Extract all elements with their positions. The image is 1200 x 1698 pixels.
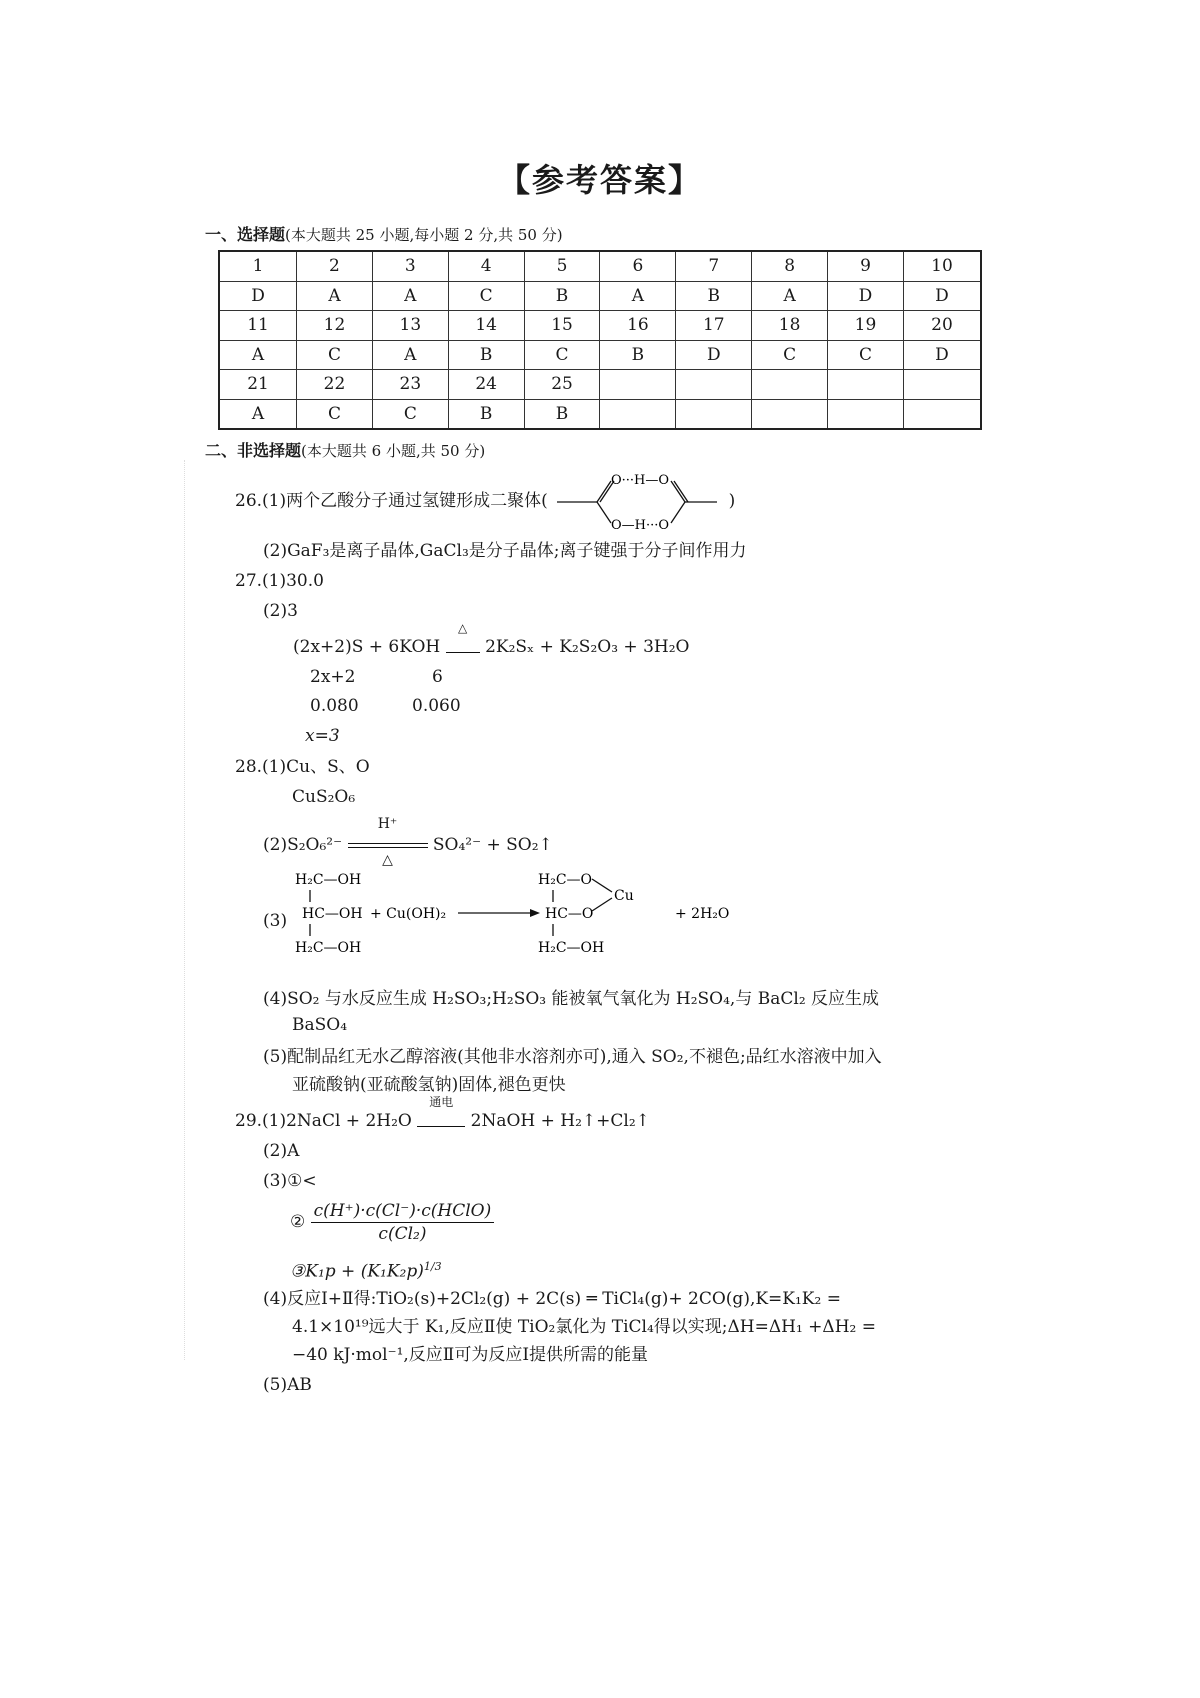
answer-cell: C bbox=[524, 340, 600, 370]
answer-cell: B bbox=[524, 399, 600, 429]
answer-cell: B bbox=[524, 281, 600, 311]
question-number-cell: 9 bbox=[828, 251, 904, 281]
product-c1: H₂C—O bbox=[538, 872, 593, 888]
answer-table-row bbox=[219, 281, 981, 311]
q29-p3-3-expr: ③K₁p + (K₁K₂p) bbox=[290, 1261, 424, 1282]
question-number-cell: 5 bbox=[524, 251, 600, 281]
answer-cell bbox=[903, 399, 981, 429]
question-number-cell: 2 bbox=[297, 251, 373, 281]
q28-p2-right: SO₄²⁻ + SO₂↑ bbox=[432, 835, 553, 855]
question-number-cell bbox=[676, 370, 752, 400]
question-number-cell bbox=[600, 370, 676, 400]
answer-table-row bbox=[219, 399, 981, 429]
answer-cell: B bbox=[448, 399, 524, 429]
question-number-cell: 6 bbox=[600, 251, 676, 281]
answer-table-row bbox=[219, 340, 981, 370]
answer-cell: A bbox=[297, 281, 373, 311]
glycerol-reaction-diagram bbox=[290, 866, 850, 976]
page-title: 【参考答案】 bbox=[497, 161, 702, 199]
answer-cell: C bbox=[752, 340, 828, 370]
q28-part1-formula: CuS₂O₆ bbox=[292, 787, 356, 807]
question-number-cell: 3 bbox=[372, 251, 448, 281]
question-number-cell: 25 bbox=[524, 370, 600, 400]
answer-table-row bbox=[219, 370, 981, 400]
margin-guide bbox=[184, 460, 185, 1360]
q28-p2-cond-bottom: △ bbox=[382, 852, 393, 868]
q29-part2: (2)A bbox=[263, 1141, 300, 1161]
q27-eq-right: 2K₂Sₓ + K₂S₂O₃ + 3H₂O bbox=[485, 637, 690, 657]
question-number-cell: 7 bbox=[676, 251, 752, 281]
answer-cell: A bbox=[372, 340, 448, 370]
q29-p1-right: 2NaOH + H₂↑+Cl₂↑ bbox=[470, 1111, 650, 1131]
q27-eq-condition: △ bbox=[458, 621, 468, 635]
q27-result: x=3 bbox=[305, 726, 340, 746]
q29-equilibrium-fraction bbox=[311, 1200, 495, 1245]
answer-cell: A bbox=[600, 281, 676, 311]
answer-cell: B bbox=[448, 340, 524, 370]
question-number-cell: 16 bbox=[600, 311, 676, 341]
q29-part4-line2: 4.1×10¹⁹远大于 K₁,反应Ⅱ使 TiO₂氯化为 TiCl₄得以实现;ΔH=ΔH₁ +ΔH₂ = bbox=[292, 1317, 876, 1337]
question-number-cell: 23 bbox=[372, 370, 448, 400]
q28-p2-arrow bbox=[348, 816, 428, 868]
q27-ratio-row2-a: 0.080 bbox=[310, 696, 359, 716]
question-number-cell: 10 bbox=[903, 251, 981, 281]
fraction-numerator: c(H⁺)·c(Cl⁻)·c(HClO) bbox=[311, 1200, 495, 1223]
question-number-cell: 17 bbox=[676, 311, 752, 341]
question-number-cell: 8 bbox=[752, 251, 828, 281]
q27-part1: 27.(1)30.0 bbox=[235, 571, 324, 591]
question-number-cell: 1 bbox=[219, 251, 297, 281]
question-number-cell: 12 bbox=[297, 311, 373, 341]
product-c3: H₂C—OH bbox=[538, 940, 605, 956]
q29-part3-2 bbox=[290, 1200, 494, 1245]
q28-part5-line1: (5)配制品红无水乙醇溶液(其他非水溶剂亦可),通入 SO₂,不褪色;品红水溶液中加入 bbox=[263, 1047, 882, 1067]
reagent-cuoh2: + Cu(OH)₂ bbox=[370, 906, 447, 922]
dimer-bottom-label: O—H···O bbox=[611, 517, 670, 533]
q26-part1-text: 26.(1)两个乙酸分子通过氢键形成二聚体( bbox=[235, 491, 548, 511]
q28-part3-label: (3) bbox=[263, 911, 288, 931]
q27-equation bbox=[293, 621, 690, 658]
section2-heading bbox=[205, 438, 485, 461]
q29-p3-3-exponent: 1/3 bbox=[423, 1260, 442, 1273]
q29-p1-left: 29.(1)2NaCl + 2H₂O bbox=[235, 1111, 412, 1131]
section1-heading bbox=[205, 222, 563, 245]
answer-cell: D bbox=[676, 340, 752, 370]
question-number-cell bbox=[828, 370, 904, 400]
question-number-cell: 24 bbox=[448, 370, 524, 400]
dimer-top-label: O···H—O bbox=[611, 472, 670, 488]
q28-part5-line2: 亚硫酸钠(亚硫酸氢钠)固体,褪色更快 bbox=[292, 1075, 566, 1095]
q28-part4-line2: BaSO₄ bbox=[292, 1015, 348, 1035]
answer-table bbox=[218, 250, 982, 430]
q27-part2: (2)3 bbox=[263, 601, 298, 621]
question-number-cell bbox=[752, 370, 828, 400]
answer-cell: C bbox=[297, 399, 373, 429]
question-number-cell: 15 bbox=[524, 311, 600, 341]
answer-cell: D bbox=[903, 340, 981, 370]
answer-cell: A bbox=[752, 281, 828, 311]
answer-cell bbox=[752, 399, 828, 429]
question-number-cell: 18 bbox=[752, 311, 828, 341]
q26-part1 bbox=[235, 472, 736, 533]
copper-atom: Cu bbox=[614, 888, 634, 904]
section1-title: 一、选择题 bbox=[205, 225, 286, 244]
q29-part4-line3: −40 kJ·mol⁻¹,反应Ⅱ可为反应Ⅰ提供所需的能量 bbox=[292, 1345, 649, 1365]
answer-cell: B bbox=[676, 281, 752, 311]
answer-cell: B bbox=[600, 340, 676, 370]
q27-ratio-row2-b: 0.060 bbox=[412, 696, 461, 716]
answer-cell: D bbox=[903, 281, 981, 311]
q29-p1-condition: 通电 bbox=[429, 1095, 454, 1109]
question-number-cell: 4 bbox=[448, 251, 524, 281]
answer-cell: C bbox=[372, 399, 448, 429]
section1-note: (本大题共 25 小题,每小题 2 分,共 50 分) bbox=[285, 226, 563, 244]
q28-part2-equation bbox=[263, 816, 553, 868]
q26-part2: (2)GaF₃是离子晶体,GaCl₃是分子晶体;离子键强于分子间作用力 bbox=[263, 541, 747, 561]
answer-cell: A bbox=[219, 399, 297, 429]
q29-part1-equation bbox=[235, 1095, 650, 1132]
acetic-dimer-structure bbox=[553, 467, 723, 537]
q29-part5: (5)AB bbox=[263, 1375, 312, 1395]
answer-table-row bbox=[219, 251, 981, 281]
q29-part3-3 bbox=[290, 1256, 442, 1283]
answer-cell bbox=[828, 399, 904, 429]
answer-cell: C bbox=[448, 281, 524, 311]
question-number-cell: 21 bbox=[219, 370, 297, 400]
answer-cell: D bbox=[219, 281, 297, 311]
question-number-cell: 11 bbox=[219, 311, 297, 341]
q26-close-paren: ) bbox=[728, 491, 736, 511]
question-number-cell: 14 bbox=[448, 311, 524, 341]
q27-ratio-row1-a: 2x+2 bbox=[310, 667, 356, 687]
water-product: + 2H₂O bbox=[675, 906, 730, 922]
answer-cell: D bbox=[828, 281, 904, 311]
fraction-denominator: c(Cl₂) bbox=[378, 1224, 427, 1244]
question-number-cell: 13 bbox=[372, 311, 448, 341]
q28-p2-cond-top: H⁺ bbox=[377, 816, 398, 832]
q27-ratio-row1-b: 6 bbox=[432, 667, 443, 687]
product-c2: HC—O bbox=[545, 906, 594, 922]
section2-title: 二、非选择题 bbox=[205, 441, 302, 460]
answer-cell: C bbox=[297, 340, 373, 370]
q27-eq-arrow bbox=[446, 621, 480, 658]
q29-p1-arrow bbox=[417, 1095, 465, 1132]
q28-p2-left: (2)S₂O₆²⁻ bbox=[263, 835, 343, 855]
glycerol-c2: HC—OH bbox=[302, 906, 363, 922]
question-number-cell: 22 bbox=[297, 370, 373, 400]
glycerol-c1: H₂C—OH bbox=[295, 872, 362, 888]
q28-part1-elements: 28.(1)Cu、S、O bbox=[235, 757, 370, 777]
answer-cell: C bbox=[828, 340, 904, 370]
q27-eq-left: (2x+2)S + 6KOH bbox=[293, 637, 441, 657]
q29-part3-1: (3)①< bbox=[263, 1171, 317, 1191]
q28-part4-line1: (4)SO₂ 与水反应生成 H₂SO₃;H₂SO₃ 能被氧气氧化为 H₂SO₄,与 BaCl₂ 反应生成 bbox=[263, 989, 880, 1009]
answer-cell: A bbox=[372, 281, 448, 311]
glycerol-c3: H₂C—OH bbox=[295, 940, 362, 956]
question-number-cell: 20 bbox=[903, 311, 981, 341]
answer-cell bbox=[600, 399, 676, 429]
answer-cell: A bbox=[219, 340, 297, 370]
q29-p3-2-label: ② bbox=[290, 1212, 306, 1232]
answer-table-row bbox=[219, 311, 981, 341]
q29-part4-line1: (4)反应Ⅰ+Ⅱ得:TiO₂(s)+2Cl₂(g) + 2C(s) ═ TiCl₄(g)+ 2CO(g),K=K₁K₂ = bbox=[263, 1289, 841, 1309]
section2-note: (本大题共 6 小题,共 50 分) bbox=[301, 442, 486, 460]
question-number-cell: 19 bbox=[828, 311, 904, 341]
question-number-cell bbox=[903, 370, 981, 400]
answer-cell bbox=[676, 399, 752, 429]
